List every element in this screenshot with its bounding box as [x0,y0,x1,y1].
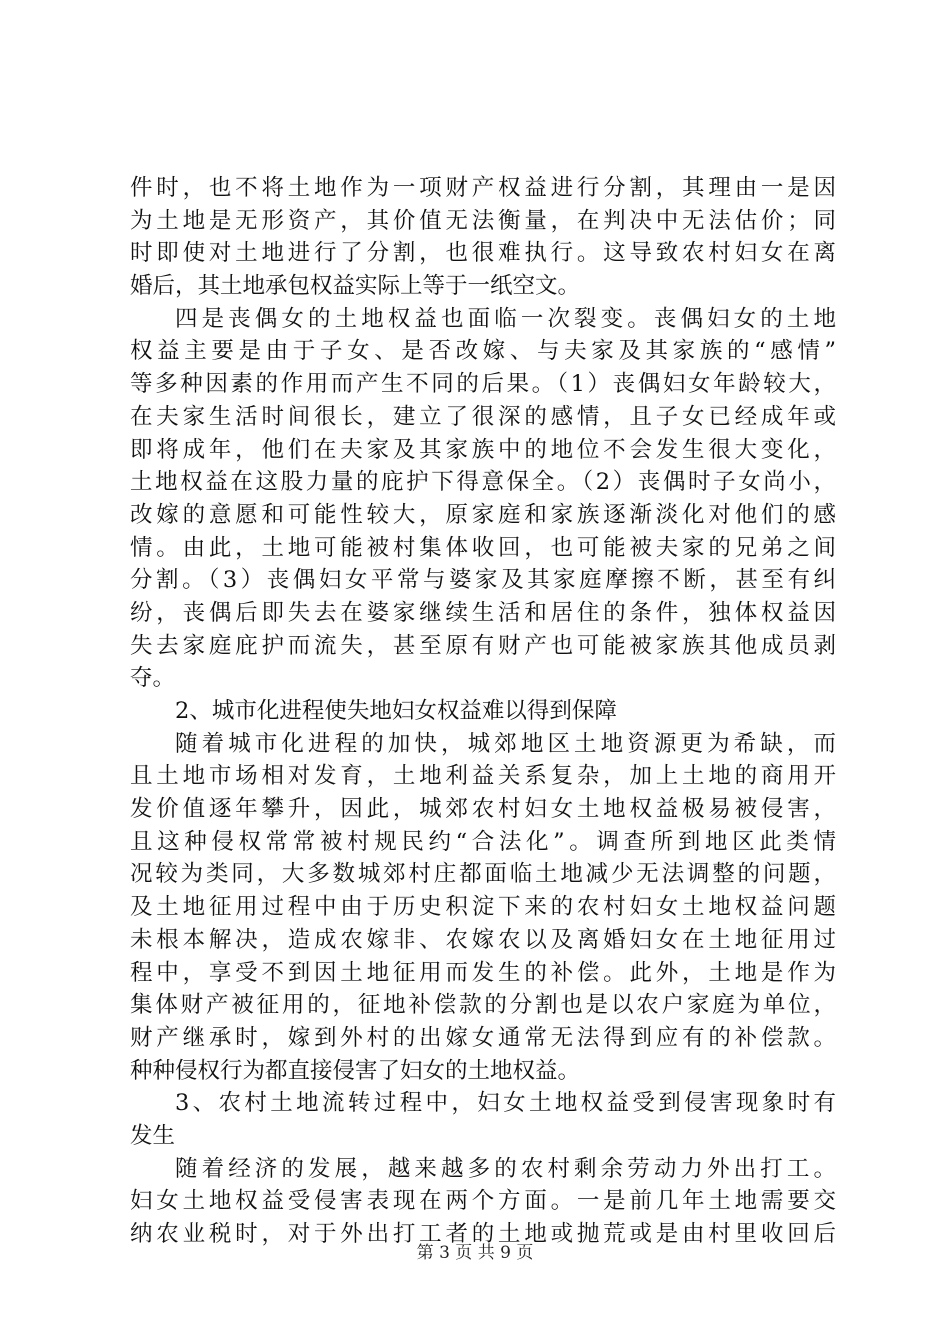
text-line: 且土地市场相对发育，土地利益关系复杂，加上土地的商用开 [130,763,836,790]
text-line: 时即使对土地进行了分割，也很难执行。这导致农村妇女在离 [130,240,836,267]
text-line: 种种侵权行为都直接侵害了妇女的土地权益。 [130,1057,581,1084]
text-line: 且这种侵权常常被村规民约“合法化”。调查所到地区此类情 [130,828,836,855]
text-line: 及土地征用过程中由于历史积淀下来的农村妇女土地权益问题 [130,894,836,921]
text-line: 程中，享受不到因土地征用而发生的补偿。此外，土地是作为 [130,959,836,986]
text-line: 分割。（3）丧偶妇女平常与婆家及其家庭摩擦不断，甚至有纠 [130,567,836,594]
text-line: 夺。 [130,665,176,692]
text-line: 四是丧偶女的土地权益也面临一次裂变。丧偶妇女的土地 [175,305,836,332]
text-line: 婚后，其土地承包权益实际上等于一纸空文。 [130,273,581,300]
text-line: 随着城市化进程的加快，城郊地区土地资源更为希缺，而 [175,730,836,757]
text-line: 发生 [130,1122,176,1149]
text-line: 财产继承时，嫁到外村的出嫁女通常无法得到应有的补偿款。 [130,1024,836,1051]
text-line: 土地权益在这股力量的庇护下得意保全。（2）丧偶时子女尚小， [130,469,836,496]
text-line: 集体财产被征用的，征地补偿款的分割也是以农户家庭为单位， [130,992,836,1019]
page-footer: 第 3 页 共 9 页 [416,1243,534,1263]
text-line: 件时，也不将土地作为一项财产权益进行分割，其理由一是因 [130,175,836,201]
text-line: 妇女土地权益受侵害表现在两个方面。一是前几年土地需要交 [130,1188,836,1215]
text-line: 况较为类同，大多数城郊村庄都面临土地减少无法调整的问题， [130,861,836,888]
text-line: 纳农业税时，对于外出打工者的土地或抛荒或是由村里收回后 [130,1221,836,1247]
text-line: 纷，丧偶后即失去在婆家继续生活和居住的条件，独体权益因 [130,599,836,626]
text-line: 情。由此，土地可能被村集体收回，也可能被夫家的兄弟之间 [130,534,836,561]
text-line: 改嫁的意愿和可能性较大，原家庭和家族逐渐淡化对他们的感 [130,501,836,528]
text-line: 随着经济的发展，越来越多的农村剩余劳动力外出打工。 [175,1155,836,1182]
text-line: 权益主要是由于子女、是否改嫁、与夫家及其家族的“感情” [130,338,836,365]
document-body [130,172,836,1251]
text-line: 未根本解决，造成农嫁非、农嫁农以及离婚妇女在土地征用过 [130,926,836,953]
text-line: 2、城市化进程使失地妇女权益难以得到保障 [175,698,617,724]
text-line: 等多种因素的作用而产生不同的后果。（1）丧偶妇女年龄较大， [130,371,836,398]
text-line: 在夫家生活时间很长，建立了很深的感情，且子女已经成年或 [130,403,836,430]
text-line: 为土地是无形资产，其价值无法衡量，在判决中无法估价；同 [130,207,836,234]
text-line: 即将成年，他们在夫家及其家族中的地位不会发生很大变化， [130,436,836,463]
text-line: 3、农村土地流转过程中，妇女土地权益受到侵害现象时有 [175,1090,836,1117]
text-line: 发价值逐年攀升，因此，城郊农村妇女土地权益极易被侵害， [130,796,836,823]
text-line: 失去家庭庇护而流失，甚至原有财产也可能被家族其他成员剥 [130,632,836,659]
